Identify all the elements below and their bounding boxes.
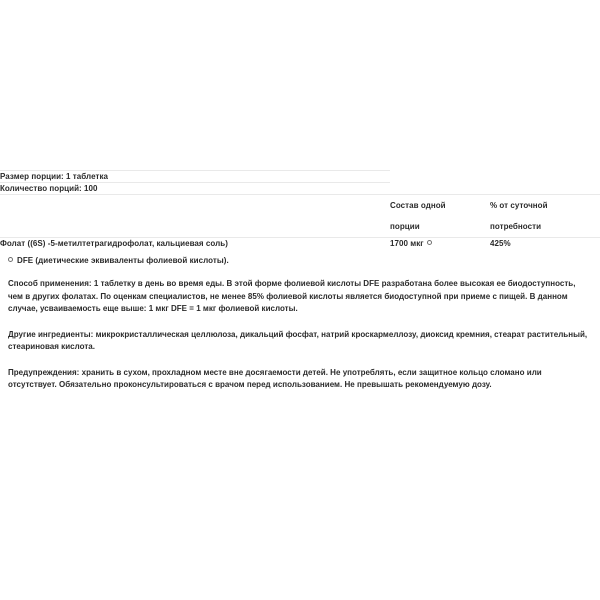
nutrient-name-folate: Фолат ((6S) -5-метилтетрагидрофолат, кальциевая соль) <box>0 238 390 250</box>
servings-per-container-row <box>0 183 600 195</box>
column-header-name <box>0 195 390 238</box>
servings-dv-cell <box>490 183 600 195</box>
table-row <box>0 238 600 250</box>
other-ingredients-paragraph: Другие ингредиенты: микрокристаллическая целлюлоза, дикальций фосфат, натрий кроскармеллозу, диоксид кремния, стеарат растительный, стеариновая кислота. <box>8 329 588 351</box>
nutrient-amount-value: 1700 мкг <box>390 239 424 248</box>
column-header-dv-line2: потребности <box>490 222 542 231</box>
circle-marker-icon <box>8 257 13 262</box>
serving-size-dv-cell <box>490 171 600 183</box>
supplement-facts-panel <box>0 170 600 392</box>
column-header-amount-line1: Состав одной <box>390 201 446 210</box>
footnote-dfe <box>0 249 600 266</box>
column-header-amount-per-serving <box>390 195 490 238</box>
column-header-daily-value <box>490 195 600 238</box>
serving-size-amount-cell <box>390 171 490 183</box>
usage-paragraph: Способ применения: 1 таблетку в день во время еды. В этой форме фолиевой кислоты DFE разработана более высокая ее биодоступность, чем в других фолатах. По оценкам специалистов, не менее 85% фолиевой кислоты является биодоступной при приеме с пищей. В данном случае, усваиваемость еще выше: 1 мкг DFE = 1 мкг фолиевой кислоты. <box>8 279 576 313</box>
column-header-amount-line2: порции <box>390 222 420 231</box>
servings-amount-cell <box>390 183 490 195</box>
table-header-row <box>0 195 600 238</box>
column-header-dv-line1: % от суточной <box>490 201 548 210</box>
nutrient-amount-folate <box>390 238 490 250</box>
footnote-dfe-text: DFE (диетические эквиваленты фолиевой кислоты). <box>17 256 229 265</box>
servings-per-container-label: Количество порций: 100 <box>0 183 390 195</box>
nutrient-daily-value-folate: 425% <box>490 238 600 250</box>
supplement-facts-table <box>0 170 600 249</box>
warnings-paragraph: Предупреждения: хранить в сухом, прохладном месте вне досягаемости детей. Не употреблять, если защитное кольцо сломано или отсутствует. Обязательно проконсультироваться с врачом перед использованием. Не превышать рекомендуемую дозу. <box>8 367 542 389</box>
serving-size-label: Размер порции: 1 таблетка <box>0 171 390 183</box>
circle-marker-icon <box>427 240 432 245</box>
serving-size-row <box>0 171 600 183</box>
